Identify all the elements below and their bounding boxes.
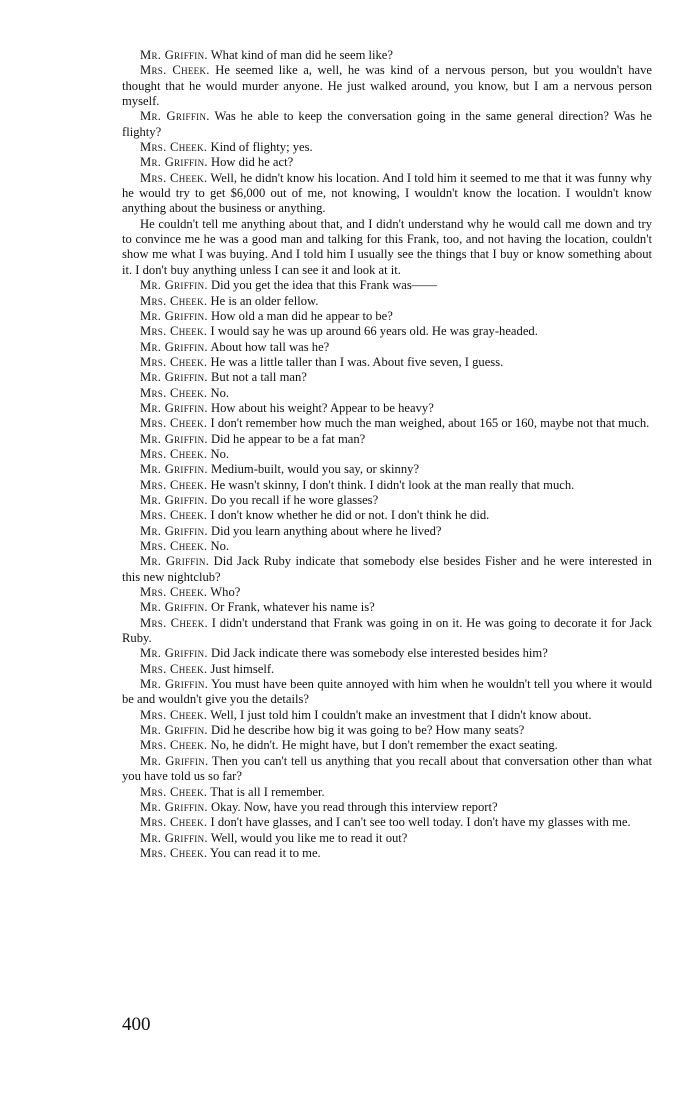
speech-text: Did Jack indicate there was somebody else interested besides him? xyxy=(211,646,548,661)
speaker-name: Mr. Griffin. xyxy=(140,339,208,354)
speaker-name: Mrs. Cheek. xyxy=(140,477,208,492)
transcript-paragraph xyxy=(122,738,652,753)
transcript-paragraph xyxy=(122,800,652,815)
transcript-paragraph xyxy=(122,355,652,370)
speaker-name: Mrs. Cheek. xyxy=(140,293,208,308)
transcript-paragraph xyxy=(122,462,652,477)
transcript-paragraph xyxy=(122,309,652,324)
speaker-name: Mr. Griffin. xyxy=(140,492,208,507)
speaker-name: Mrs. Cheek. xyxy=(140,707,208,722)
speech-text: He couldn't tell me anything about that, and I didn't understand why he would call me down and try to convince me he was a good man and talking for this Frank, too, and not having the location, couldn't show me what I was buying. And I told him I usually see the things that I buy or know something about it. I don't buy anything unless I can see it and look at it. xyxy=(122,216,652,277)
speaker-name: Mr. Griffin. xyxy=(140,109,210,124)
speaker-name: Mrs. Cheek. xyxy=(140,446,208,461)
transcript-paragraph xyxy=(122,370,652,385)
speech-text: No. xyxy=(210,539,230,553)
speaker-name: Mrs. Cheek. xyxy=(140,416,208,431)
speech-text: No. xyxy=(210,446,230,461)
page-number: 400 xyxy=(122,1014,151,1035)
speaker-name: Mr. Griffin. xyxy=(140,370,208,385)
speech-text: Do you recall if he wore glasses? xyxy=(211,492,379,507)
speech-text: Well, he didn't know his location. And I told him it seemed to me that it was funny why he would try to get $6,000 out of me, not knowing, I wouldn't know the location. I wouldn't know anything about the business or anything. xyxy=(122,170,652,216)
speaker-name: Mr. Griffin. xyxy=(140,278,208,293)
speech-text: He was a little taller than I was. About five seven, I guess. xyxy=(210,354,504,369)
transcript-paragraph xyxy=(122,48,652,63)
transcript-paragraph xyxy=(122,785,652,800)
speaker-name: Mr. Griffin. xyxy=(140,308,208,323)
speech-text: I don't have glasses, and I can't see too well today. I don't have my glasses with me. xyxy=(210,815,631,830)
transcript-paragraph xyxy=(122,846,652,861)
transcript-paragraph xyxy=(122,294,652,309)
transcript-paragraph xyxy=(122,493,652,508)
transcript-paragraph xyxy=(122,815,652,830)
speaker-name: Mr. Griffin. xyxy=(140,431,208,446)
speech-text: You can read it to me. xyxy=(210,845,321,860)
speech-text: I didn't understand that Frank was going in on it. He was going to decorate it for Jack Ruby. xyxy=(122,615,652,646)
speaker-name: Mr. Griffin. xyxy=(140,646,208,661)
speaker-name: Mr. Griffin. xyxy=(140,799,208,814)
speaker-name: Mr. Griffin. xyxy=(140,753,209,768)
speech-text: Then you can't tell us anything that you recall about that conversation other than what you have told us so far? xyxy=(122,753,653,784)
transcript-paragraph xyxy=(122,432,652,447)
speech-text: But not a tall man? xyxy=(211,370,307,385)
speech-text: Okay. Now, have you read through this interview report? xyxy=(211,799,498,814)
speech-text: I would say he was up around 66 years old. He was gray-headed. xyxy=(210,324,538,339)
transcript-paragraph xyxy=(122,155,652,170)
speech-text: You must have been quite annoyed with him when he wouldn't tell you where it would be and wouldn't give you the details? xyxy=(122,677,652,707)
speech-text: Or Frank, whatever his name is? xyxy=(211,600,375,615)
transcript-paragraph xyxy=(122,217,652,278)
speech-text: No. xyxy=(210,385,230,400)
speech-text: Well, I just told him I couldn't make an investment that I didn't know about. xyxy=(210,707,592,722)
speaker-name: Mr. Griffin. xyxy=(140,677,209,692)
speaker-name: Mr. Griffin. xyxy=(140,523,208,538)
speaker-name: Mr. Griffin. xyxy=(140,155,208,170)
speech-text: Did you learn anything about where he lived? xyxy=(211,523,442,538)
speech-text: He seemed like a, well, he was kind of a nervous person, but you wouldn't have thought that he would murder anyone. He just walked around, you know, but I am a nervous person myself. xyxy=(122,63,652,109)
speaker-name: Mrs. Cheek. xyxy=(140,845,208,860)
speech-text: He wasn't skinny, I don't think. I didn't look at the man really that much. xyxy=(210,477,575,492)
speech-text: I don't remember how much the man weighed, about 165 or 160, maybe not that much. xyxy=(210,416,650,431)
transcript-paragraph xyxy=(122,478,652,493)
speech-text: What kind of man did he seem like? xyxy=(210,48,393,62)
transcript-paragraph xyxy=(122,340,652,355)
transcript-paragraph xyxy=(122,508,652,523)
transcript-paragraph xyxy=(122,416,652,431)
speaker-name: Mr. Griffin. xyxy=(140,600,208,615)
transcript-paragraph xyxy=(122,524,652,539)
speaker-name: Mr. Griffin. xyxy=(140,723,208,738)
speech-text: That is all I remember. xyxy=(210,784,325,799)
transcript-page xyxy=(122,48,652,861)
speaker-name: Mrs. Cheek. xyxy=(140,385,208,400)
transcript-paragraph xyxy=(122,585,652,600)
transcript-paragraph xyxy=(122,708,652,723)
speaker-name: Mr. Griffin. xyxy=(140,48,208,62)
speaker-name: Mrs. Cheek. xyxy=(140,661,208,676)
speech-text: About how tall was he? xyxy=(210,339,330,354)
speech-text: How old a man did he appear to be? xyxy=(211,308,393,323)
speaker-name: Mrs. Cheek. xyxy=(140,63,210,78)
transcript-paragraph xyxy=(122,324,652,339)
speech-text: I don't know whether he did or not. I don't think he did. xyxy=(210,508,490,523)
speaker-name: Mr. Griffin. xyxy=(140,462,208,477)
speech-text: How did he act? xyxy=(211,155,294,170)
speech-text: No, he didn't. He might have, but I don't remember the exact seating. xyxy=(210,738,558,753)
speech-text: He is an older fellow. xyxy=(210,293,319,308)
speech-text: Was he able to keep the conversation going in the same general direction? Was he flighty? xyxy=(122,109,652,139)
transcript-paragraph xyxy=(122,616,652,647)
transcript-paragraph xyxy=(122,386,652,401)
transcript-paragraph xyxy=(122,723,652,738)
speech-text: Kind of flighty; yes. xyxy=(210,140,313,155)
transcript-paragraph xyxy=(122,600,652,615)
speaker-name: Mrs. Cheek. xyxy=(140,508,208,523)
transcript-paragraph xyxy=(122,140,652,155)
transcript-paragraph xyxy=(122,646,652,661)
transcript-paragraph xyxy=(122,63,652,109)
speaker-name: Mrs. Cheek. xyxy=(140,738,208,753)
transcript-paragraph xyxy=(122,401,652,416)
speaker-name: Mr. Griffin. xyxy=(140,830,208,845)
transcript-paragraph xyxy=(122,754,652,785)
speech-text: Did he appear to be a fat man? xyxy=(211,431,366,446)
transcript-paragraph xyxy=(122,539,652,554)
transcript-paragraph xyxy=(122,677,652,708)
speech-text: Did you get the idea that this Frank was—— xyxy=(211,278,437,293)
speaker-name: Mrs. Cheek. xyxy=(140,615,208,630)
transcript-paragraph xyxy=(122,554,652,585)
speaker-name: Mrs. Cheek. xyxy=(140,784,208,799)
transcript-paragraph xyxy=(122,831,652,846)
speaker-name: Mr. Griffin. xyxy=(140,554,210,569)
speech-text: How about his weight? Appear to be heavy? xyxy=(211,400,434,415)
speaker-name: Mrs. Cheek. xyxy=(140,170,208,185)
speech-text: Medium-built, would you say, or skinny? xyxy=(211,462,420,477)
speaker-name: Mrs. Cheek. xyxy=(140,815,208,830)
speech-text: Well, would you like me to read it out? xyxy=(210,830,408,845)
speaker-name: Mrs. Cheek. xyxy=(140,585,208,600)
speaker-name: Mrs. Cheek. xyxy=(140,140,208,155)
speech-text: Who? xyxy=(210,585,241,600)
speaker-name: Mrs. Cheek. xyxy=(140,324,208,339)
transcript-paragraph xyxy=(122,662,652,677)
speech-text: Did he describe how big it was going to be? How many seats? xyxy=(211,723,525,738)
speech-text: Just himself. xyxy=(210,661,275,676)
speaker-name: Mr. Griffin. xyxy=(140,400,208,415)
transcript-paragraph xyxy=(122,171,652,217)
transcript-paragraph xyxy=(122,278,652,293)
transcript-paragraph xyxy=(122,109,652,140)
speaker-name: Mrs. Cheek. xyxy=(140,539,208,553)
speaker-name: Mrs. Cheek. xyxy=(140,354,208,369)
speech-text: Did Jack Ruby indicate that somebody else besides Fisher and he were interested in this new nightclub? xyxy=(122,554,652,584)
transcript-paragraph xyxy=(122,447,652,462)
